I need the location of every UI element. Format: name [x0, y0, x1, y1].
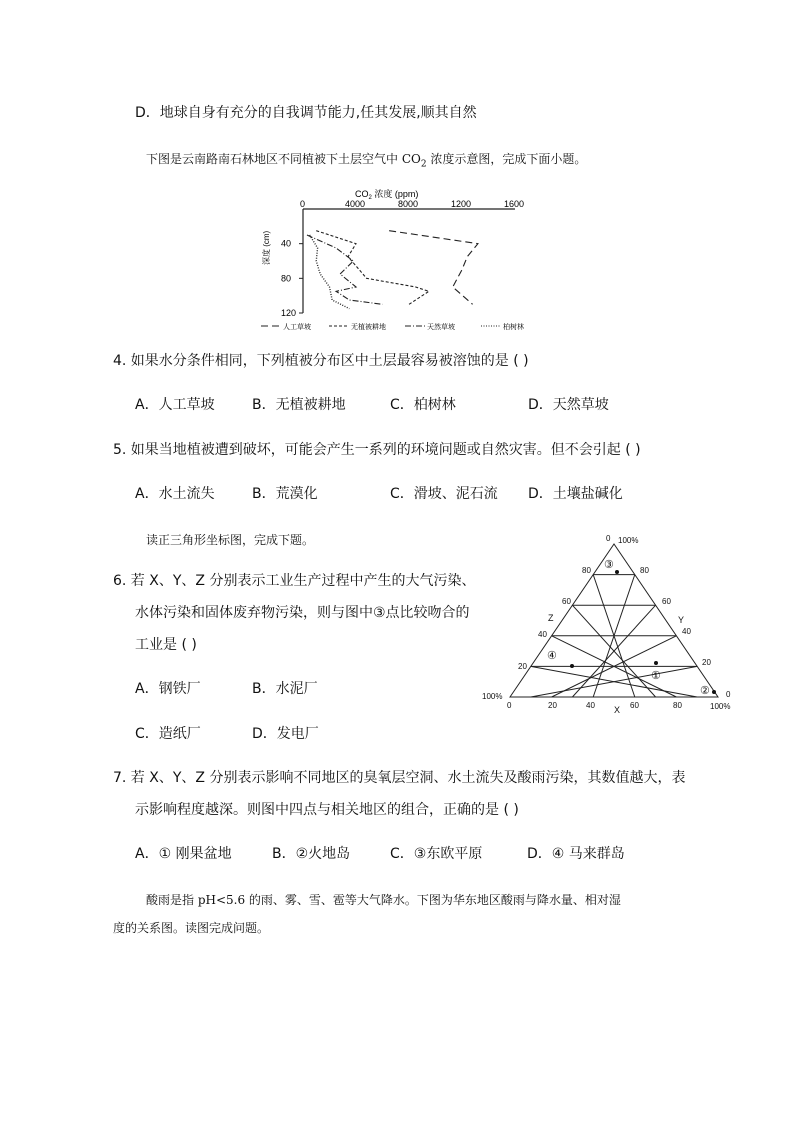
point-1-dot [654, 661, 658, 665]
series-line-4 [310, 235, 350, 309]
q5-option-d[interactable]: D．土壤盐碱化 [528, 486, 623, 502]
bottom-tick: 20 [548, 701, 557, 710]
q6-stem-line-1: 6. 若 X、Y、Z 分别表示工业生产过程中产生的大气污染、 [113, 573, 476, 589]
y-tick-label: 40 [281, 238, 292, 249]
q7-option-a[interactable]: A．① 刚果盆地 [135, 846, 232, 862]
intro-acid-rain-line-2: 度的关系图。读图完成问题。 [113, 921, 270, 935]
top-zero: 0 [606, 534, 611, 543]
y-axis-label: 深度 (cm) [262, 230, 271, 265]
point-3-dot [615, 570, 619, 574]
series-line-3 [307, 235, 383, 304]
bottom-tick: 40 [586, 701, 595, 710]
y-tick-label: 120 [281, 308, 297, 318]
right-tick: 20 [702, 658, 711, 667]
x-tick-label: 4000 [345, 199, 366, 209]
x-tick-label: 8000 [398, 199, 419, 209]
q4-option-a[interactable]: A．人工草坡 [135, 397, 215, 413]
left-tick: 40 [538, 630, 547, 639]
bottom-tick: 60 [630, 701, 639, 710]
left-tick: 20 [518, 662, 527, 671]
bottom-tick: 80 [673, 701, 682, 710]
bottom-tick: 0 [507, 701, 512, 710]
q6-option-d[interactable]: D．发电厂 [252, 726, 319, 742]
q5-option-b[interactable]: B．荒漠化 [252, 486, 318, 502]
series-line-1 [389, 231, 478, 305]
legend-label: 天然草坡 [427, 324, 455, 331]
right-tick: 80 [640, 566, 649, 575]
left-tick: 60 [562, 597, 571, 606]
x-tick-label: 1200 [451, 199, 472, 209]
q6-option-a[interactable]: A．钢铁厂 [135, 681, 201, 697]
right-tick: 60 [662, 597, 671, 606]
axis-x-label: X [614, 705, 621, 715]
right-corner-100: 100% [710, 702, 731, 711]
q7-stem-line-1: 7. 若 X、Y、Z 分别表示影响不同地区的臭氧层空洞、水土流失及酸雨污染，其数值越大，表 [113, 770, 686, 786]
q7-option-d[interactable]: D．④ 马来群岛 [527, 846, 625, 862]
right-corner-zero: 0 [726, 690, 731, 699]
legend-label: 人工草坡 [283, 324, 311, 331]
marker-4: ④ [547, 650, 557, 662]
q6-option-b[interactable]: B．水泥厂 [252, 681, 318, 697]
marker-2: ② [700, 685, 710, 697]
right-tick: 40 [682, 627, 691, 636]
q6-stem-line-2: 水体污染和固体废弃物污染，则与图中③点比较吻合的 [135, 605, 470, 621]
axis-y-label: Y [678, 615, 685, 625]
triangle-diagram [478, 533, 740, 715]
intro-acid-rain-line-1: 酸雨是指 pH<5.6 的雨、雾、雪、雹等大气降水。下图为华东地区酸雨与降水量、相对湿 [146, 893, 621, 907]
left-corner-100: 100% [482, 692, 503, 701]
q5-stem: 5. 如果当地植被遭到破坏，可能会产生一系列的环境问题或自然灾害。但不会引起 ( ) [113, 442, 641, 458]
x-tick-label: 0 [300, 199, 306, 209]
q6-stem-line-3: 工业是 ( ) [135, 637, 197, 653]
legend-label: 无植被耕地 [351, 324, 386, 331]
legend-label: 柏树林 [503, 324, 524, 331]
axis-z-label: Z [548, 613, 554, 623]
intro-triangle: 读正三角形坐标图，完成下题。 [146, 533, 315, 547]
q7-option-b[interactable]: B．②火地岛 [272, 846, 351, 862]
q3-option-d: D．地球自身有充分的自我调节能力,任其发展,顺其自然 [135, 105, 477, 121]
x-tick-label: 1600 [504, 199, 525, 209]
q7-option-c[interactable]: C．③东欧平原 [390, 846, 483, 862]
left-tick: 80 [582, 566, 591, 575]
point-2-dot [712, 690, 716, 694]
co2-chart [255, 185, 545, 335]
q6-option-c[interactable]: C．造纸厂 [135, 726, 201, 742]
triangle-outline [510, 544, 718, 697]
q4-option-d[interactable]: D．天然草坡 [528, 397, 609, 413]
q5-option-a[interactable]: A．水土流失 [135, 486, 215, 502]
top-100: 100% [618, 536, 639, 545]
q4-option-c[interactable]: C．柏树林 [390, 397, 456, 413]
chart-title: $CO_2$ 浓度 (ppm) [355, 189, 419, 201]
q7-stem-line-2: 示影响程度越深。则图中四点与相关地区的组合，正确的是 ( ) [135, 802, 519, 818]
marker-3: ③ [604, 559, 614, 571]
q4-stem: 4. 如果水分条件相同，下列植被分布区中土层最容易被溶蚀的是 ( ) [113, 353, 529, 369]
q5-option-c[interactable]: C．滑坡、泥石流 [390, 486, 498, 502]
y-tick-label: 80 [281, 273, 292, 284]
point-4-dot [570, 664, 574, 668]
intro-co2: 下图是云南路南石林地区不同植被下土层空气中 $CO_2$ 浓度示意图，完成下面小题。 [146, 152, 587, 170]
q4-option-b[interactable]: B．无植被耕地 [252, 397, 346, 413]
series-line-2 [316, 231, 429, 305]
marker-1: ① [651, 670, 661, 682]
